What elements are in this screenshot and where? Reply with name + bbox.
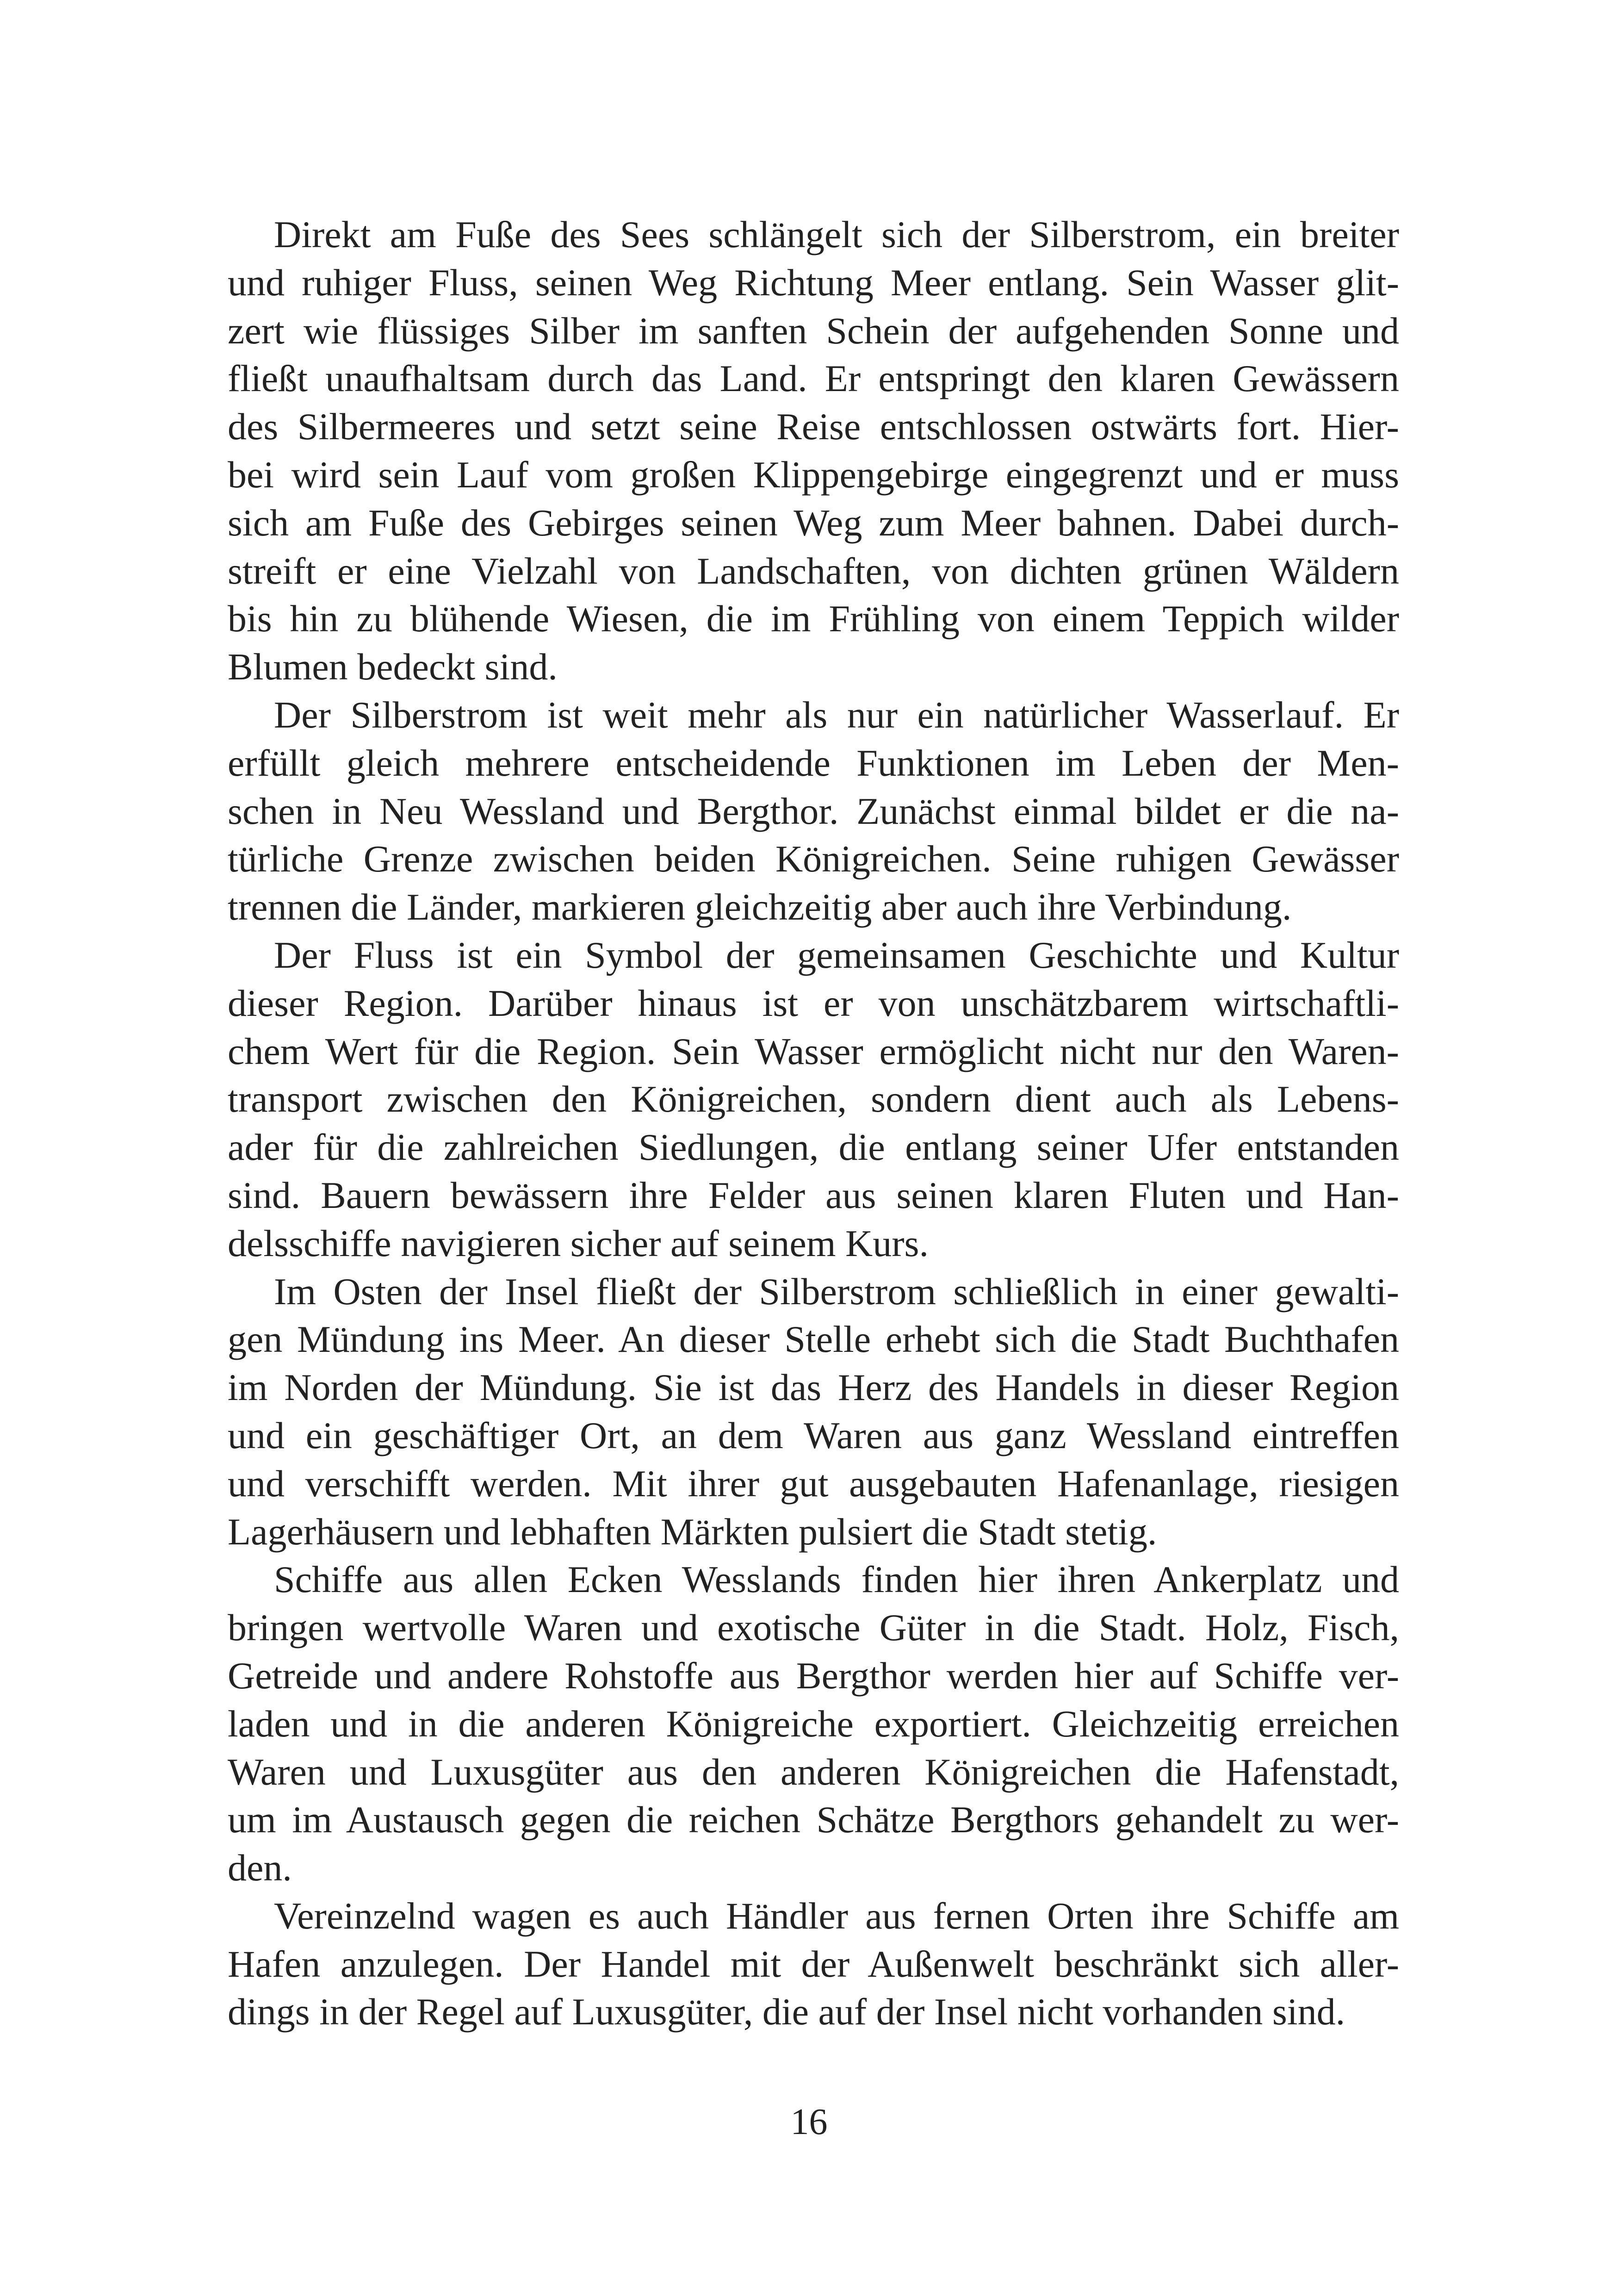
text-line: den.	[228, 1847, 292, 1889]
text-line: des Silbermeeres und setzt seine Reise entschlossen ostwärts fort. Hier-	[228, 405, 1399, 448]
body-text	[228, 211, 1399, 2036]
text-line: um im Austausch gegen die reichen Schätze Bergthors gehandelt zu wer-	[228, 1798, 1399, 1841]
text-line: erfüllt gleich mehrere entscheidende Funktionen im Leben der Men-	[228, 741, 1399, 784]
text-line: und verschifft werden. Mit ihrer gut ausgebauten Hafenanlage, riesigen	[228, 1462, 1399, 1505]
text-line: und ruhiger Fluss, seinen Weg Richtung Meer entlang. Sein Wasser glit-	[228, 261, 1399, 304]
text-line: Der Fluss ist ein Symbol der gemeinsamen Geschichte und Kultur	[274, 933, 1399, 976]
paragraph	[228, 1556, 1399, 1892]
text-line: sind. Bauern bewässern ihre Felder aus seinen klaren Fluten und Han-	[228, 1174, 1399, 1216]
text-line: streift er eine Vielzahl von Landschaften, von dichten grünen Wäldern	[228, 549, 1399, 592]
text-line: dieser Region. Darüber hinaus ist er von unschätzbarem wirtschaftli-	[228, 982, 1399, 1024]
text-line: Direkt am Fuße des Sees schlängelt sich der Silberstrom, ein breiter	[274, 213, 1399, 255]
text-line: Blumen bedeckt sind.	[228, 646, 558, 688]
text-line: türliche Grenze zwischen beiden Königreichen. Seine ruhigen Gewässer	[228, 838, 1399, 880]
text-line: bis hin zu blühende Wiesen, die im Frühling von einem Teppich wilder	[228, 597, 1399, 640]
text-line: Der Silberstrom ist weit mehr als nur ein natürlicher Wasserlauf. Er	[274, 693, 1399, 736]
text-line: gen Mündung ins Meer. An dieser Stelle erhebt sich die Stadt Buchthafen	[228, 1318, 1399, 1361]
text-line: bringen wertvolle Waren und exotische Güter in die Stadt. Holz, Fisch,	[228, 1606, 1399, 1649]
text-line: und ein geschäftiger Ort, an dem Waren aus ganz Wessland eintreffen	[228, 1414, 1399, 1456]
text-line: Vereinzelnd wagen es auch Händler aus fernen Orten ihre Schiffe am	[274, 1894, 1399, 1937]
text-line: Schiffe aus allen Ecken Wesslands finden hier ihren Ankerplatz und	[274, 1558, 1399, 1601]
text-line: ader für die zahlreichen Siedlungen, die entlang seiner Ufer entstanden	[228, 1126, 1399, 1169]
paragraph	[228, 1268, 1399, 1556]
text-line: Im Osten der Insel fließt der Silberstrom schließlich in einer gewalti-	[274, 1270, 1399, 1313]
text-line: Hafen anzulegen. Der Handel mit der Außenwelt beschränkt sich aller-	[228, 1942, 1399, 1985]
text-line: Waren und Luxusgüter aus den anderen Königreichen die Hafenstadt,	[228, 1750, 1399, 1793]
text-line: dings in der Regel auf Luxusgüter, die auf der Insel nicht vorhanden sind.	[228, 1991, 1345, 2033]
paragraph	[228, 691, 1399, 931]
text-line: Lagerhäusern und lebhaften Märkten pulsiert die Stadt stetig.	[228, 1510, 1157, 1553]
text-line: delsschiffe navigieren sicher auf seinem Kurs.	[228, 1222, 929, 1264]
text-line: bei wird sein Lauf vom großen Klippengebirge eingegrenzt und er muss	[228, 453, 1399, 496]
text-line: laden und in die anderen Königreiche exportiert. Gleichzeitig erreichen	[228, 1702, 1399, 1745]
paragraph	[228, 211, 1399, 691]
text-line: schen in Neu Wessland und Bergthor. Zunächst einmal bildet er die na-	[228, 790, 1399, 832]
text-line: trennen die Länder, markieren gleichzeitig aber auch ihre Verbindung.	[228, 886, 1292, 928]
text-line: im Norden der Mündung. Sie ist das Herz des Handels in dieser Region	[228, 1366, 1399, 1409]
paragraph	[228, 1892, 1399, 2036]
text-line: sich am Fuße des Gebirges seinen Weg zum Meer bahnen. Dabei durch-	[228, 501, 1399, 544]
page-number: 16	[790, 2102, 828, 2142]
text-line: chem Wert für die Region. Sein Wasser ermöglicht nicht nur den Waren-	[228, 1030, 1399, 1072]
text-line: zert wie flüssiges Silber im sanften Schein der aufgehenden Sonne und	[228, 309, 1399, 352]
text-line: transport zwischen den Königreichen, sondern dient auch als Lebens-	[228, 1078, 1399, 1120]
text-line: fließt unaufhaltsam durch das Land. Er entspringt den klaren Gewässern	[228, 357, 1399, 400]
text-line: Getreide und andere Rohstoffe aus Bergthor werden hier auf Schiffe ver-	[228, 1654, 1399, 1697]
paragraph	[228, 931, 1399, 1268]
